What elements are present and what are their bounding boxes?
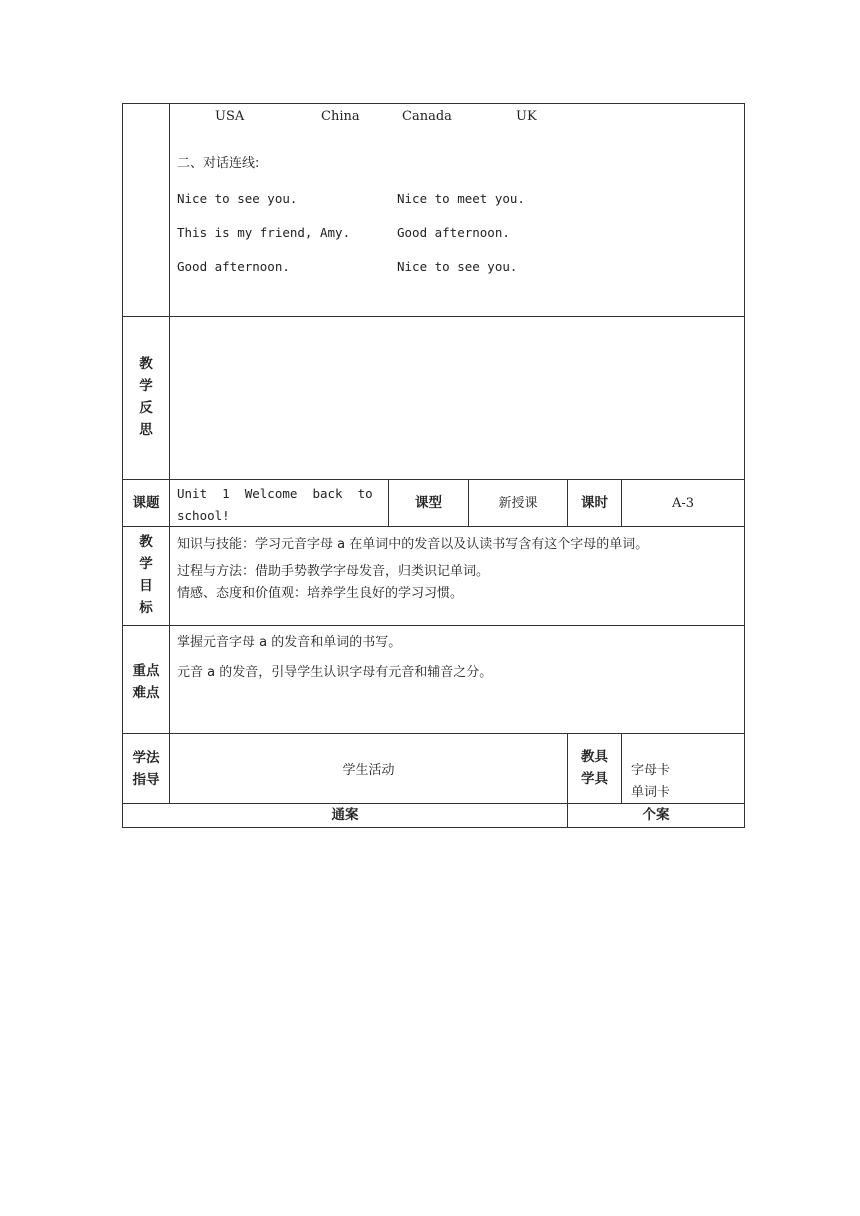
country-word: USA xyxy=(215,109,245,124)
row-divider xyxy=(122,625,745,626)
tools-label: 教具 学具 xyxy=(581,749,608,787)
match-left-item: This is my friend, Amy. xyxy=(177,225,351,240)
label-column-divider xyxy=(169,103,170,803)
row-divider xyxy=(122,526,745,527)
method-value: 学生活动 xyxy=(342,763,395,778)
row-divider xyxy=(122,479,745,480)
topic-line2: school! xyxy=(177,508,230,523)
key-points-label: 重点 难点 xyxy=(132,663,160,701)
reflection-label: 教 学 反 思 xyxy=(139,356,153,438)
topic-line1: Unit 1 Welcome back to xyxy=(177,486,373,501)
objective-line: 情感、态度和价值观：培养学生良好的学习习惯。 xyxy=(177,586,464,601)
key-point-line: 元音 a 的发音，引导学生认识字母有元音和辅音之分。 xyxy=(177,665,493,680)
type-value: 新授课 xyxy=(498,496,538,511)
objective-line: 过程与方法：借助手势教学字母发音，归类识记单词。 xyxy=(177,564,490,579)
type-label: 课型 xyxy=(415,495,442,511)
row-divider xyxy=(122,803,745,804)
row-divider xyxy=(122,316,745,317)
table-border-top xyxy=(122,103,745,104)
country-word: China xyxy=(321,109,360,124)
tool-item: 字母卡 xyxy=(631,763,671,778)
section-title: 二、对话连线: xyxy=(177,156,260,171)
match-right-item: Nice to meet you. xyxy=(397,191,525,206)
cell-divider xyxy=(621,733,622,803)
row-divider xyxy=(122,733,745,734)
table-border-right xyxy=(744,103,745,827)
key-point-line: 掌握元音字母 a 的发音和单词的书写。 xyxy=(177,635,402,650)
individual-plan-header: 个案 xyxy=(642,807,670,823)
match-right-item: Good afternoon. xyxy=(397,225,510,240)
table-border-left xyxy=(122,103,123,827)
method-label: 学法 指导 xyxy=(132,750,160,788)
table-border-bottom xyxy=(122,827,745,828)
period-label: 课时 xyxy=(581,495,608,511)
topic-label: 课题 xyxy=(132,495,160,511)
country-word: UK xyxy=(516,109,537,124)
period-value: A-3 xyxy=(671,496,695,511)
country-word: Canada xyxy=(402,109,452,124)
match-right-item: Nice to see you. xyxy=(397,259,518,274)
match-left-item: Nice to see you. xyxy=(177,191,298,206)
objectives-label: 教 学 目 标 xyxy=(139,534,153,616)
tool-item: 单词卡 xyxy=(631,785,671,800)
objective-line: 知识与技能：学习元音字母 a 在单词中的发音以及认读书写含有这个字母的单词。 xyxy=(177,537,649,552)
match-left-item: Good afternoon. xyxy=(177,259,290,274)
general-plan-header: 通案 xyxy=(331,807,359,823)
